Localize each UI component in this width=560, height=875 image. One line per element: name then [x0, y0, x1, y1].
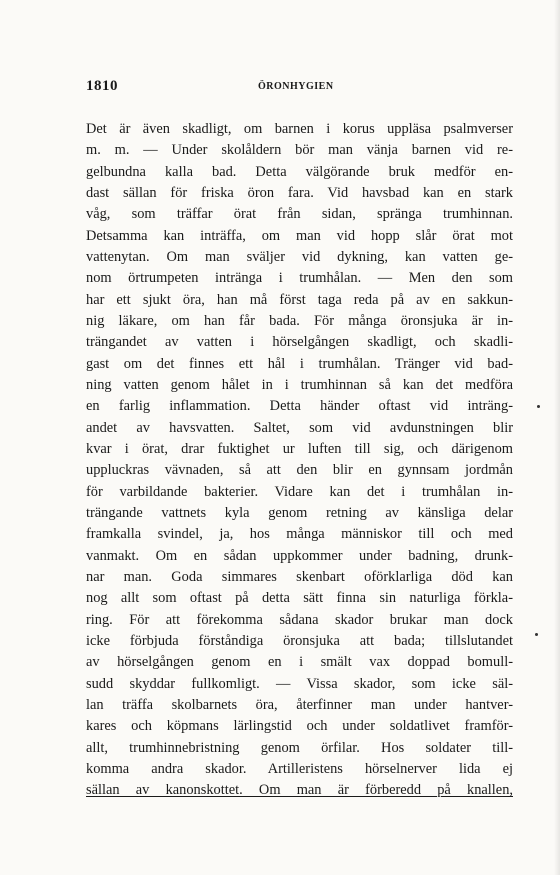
text-line: nar man. Goda simmares skenbart oförklarliga död kan	[86, 568, 513, 585]
text-line: lan träffa skolbarnets öra, återfinner man under hantver-	[86, 696, 513, 713]
page-header	[86, 78, 513, 98]
text-line: komma andra skador. Artilleristens hörselnerver lida ej	[86, 760, 513, 777]
text-line: dast sällan för friska öron fara. Vid havsbad kan en stark	[86, 184, 513, 201]
text-line: av hörselgången genom en i smält vax doppad bomull-	[86, 654, 513, 671]
text-line: Detsamma kan inträffa, om man vid hopp slår örat mot	[86, 227, 513, 244]
text-line: nom örtrumpeten inträngа i trumhålan. — Men den som	[86, 270, 513, 287]
text-line: allt, trumhinnebristning genom örfilar. Hos soldater till-	[86, 739, 513, 756]
text-line: andet av havsvatten. Saltet, som vid avdunstningen blir	[86, 419, 513, 436]
text-line: har ett sjukt öra, han må först taga reda på av en sakkun-	[86, 291, 513, 308]
page-number: 1810	[86, 78, 118, 94]
margin-dot	[535, 633, 538, 636]
body-text	[86, 119, 513, 802]
text-line: kares och köpmans lärlingstid och under soldatlivet framför-	[86, 718, 513, 735]
text-line: gast om det finnes ett hål i trumhålan. Tränger vid bad-	[86, 355, 513, 372]
text-line: trängandet av vatten i hörselgången skadligt, och skadli-	[86, 334, 513, 351]
text-line: ning vatten genom hålet in i trumhinnan så kan det medföra	[86, 376, 513, 393]
text-line: nog allt som oftast på detta sätt finna sin naturliga förkla-	[86, 590, 513, 607]
page-edge	[554, 0, 560, 875]
text-line: m. m. — Under skolåldern bör man vänja barnen vid re-	[86, 142, 513, 159]
text-line: vattenytan. Om man sväljer vid dykning, kan vatten ge-	[86, 248, 513, 265]
running-head: ÖRONHYGIEN	[258, 81, 334, 92]
text-line: kvar i örat, drar fuktighet ur luften till sig, och därigenom	[86, 440, 513, 457]
text-line: våg, som träffar örat från sidan, spränga trumhinnan.	[86, 206, 513, 223]
text-line: vanmakt. Om en sådan uppkommer under badning, drunk-	[86, 547, 513, 564]
text-line: icke förbjuda förståndiga öronsjuka att bada; tillslutandet	[86, 632, 513, 649]
margin-dot	[537, 405, 540, 408]
text-line: en farlig inflammation. Detta händer oftast vid inträng-	[86, 398, 513, 415]
text-line: framkalla svindel, ja, hos många människor till och med	[86, 526, 513, 543]
text-line: för varbildande bakterier. Vidare kan det i trumhålan in-	[86, 483, 513, 500]
text-line: Det är även skadligt, om barnen i korus uppläsa psalmverser	[86, 121, 513, 137]
text-line: sudd skyddar fullkomligt. — Vissa skador, som icke säl-	[86, 675, 513, 692]
text-line: nig läkare, om han får bada. För många öronsjuka är in-	[86, 312, 513, 329]
text-line: ring. För att förekomma sådana skador brukar man dock	[86, 611, 513, 628]
text-line: gelbundna kalla bad. Detta välgörande bruk medför en-	[86, 163, 513, 180]
text-line: trängande vattnets kyla genom retning av känsliga delar	[86, 504, 513, 521]
text-line: uppluckras vävnaden, så att den blir en gynnsam jordmån	[86, 462, 513, 479]
text-line: sällan av kanonskottet. Om man är förberedd på knallen,	[86, 782, 513, 799]
